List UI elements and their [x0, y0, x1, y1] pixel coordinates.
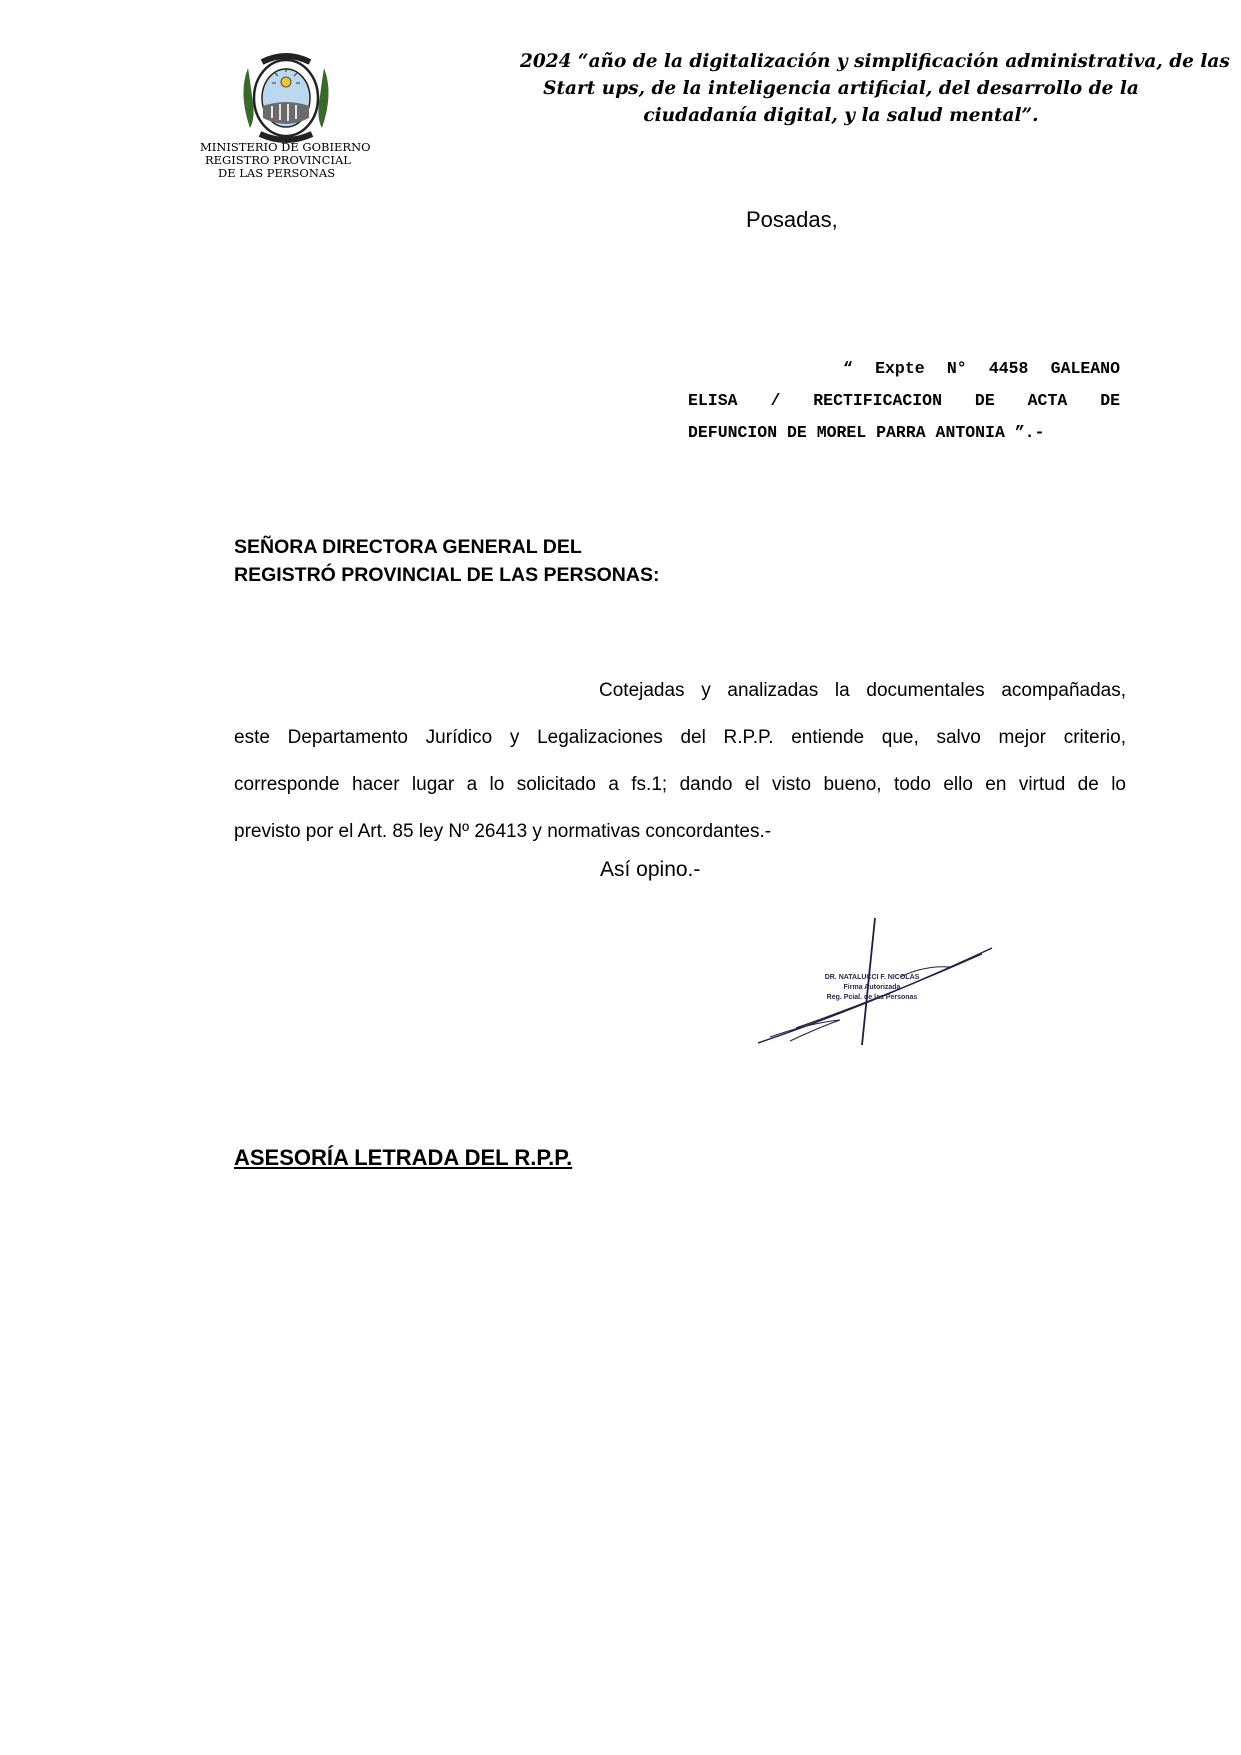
ministry-line: DE LAS PERSONAS: [218, 166, 336, 180]
body-line: corresponde hacer lugar a lo solicitado a fs.1; dando el visto bueno, todo ello en virtud de lo: [234, 774, 1126, 795]
body-paragraph: [234, 667, 1126, 855]
stamp-line: DR. NATALUCCI F. NICOLAS: [824, 974, 920, 981]
ministry-line: MINISTERIO DE GOBIERNO: [200, 140, 371, 154]
closing-statement: Así opino.-: [600, 858, 701, 881]
motto-line: ciudadanía digital, y la salud mental”.: [643, 105, 1039, 126]
reference-line: ELISA / RECTIFICACION DE ACTA DE: [688, 391, 1120, 410]
provincial-seal-logo: [236, 48, 336, 144]
legal-advisory-title: ASESORÍA LETRADA DEL R.P.P.: [234, 1145, 573, 1170]
motto-line: Start ups, de la inteligencia artificial, del desarrollo de la: [543, 78, 1139, 99]
signature-stamp: [812, 973, 932, 1003]
stamp-line: Firma Autorizada: [843, 984, 901, 991]
ministry-line: REGISTRO PROVINCIAL: [205, 153, 351, 167]
stamp-line: Reg. Pcial. de las Personas: [826, 994, 918, 1001]
body-line: previsto por el Art. 85 ley Nº 26413 y normativas concordantes.-: [234, 821, 772, 842]
reference-line: “ Expte N° 4458 GALEANO: [843, 359, 1120, 378]
ministry-block: [200, 141, 400, 180]
addressee-line: SEÑORA DIRECTORA GENERAL DEL: [234, 536, 582, 558]
body-line: este Departamento Jurídico y Legalizaciones del R.P.P. entiende que, salvo mejor criterio,: [234, 727, 1126, 748]
case-reference: [688, 353, 1120, 449]
addressee-line: REGISTRÓ PROVINCIAL DE LAS PERSONAS:: [234, 564, 660, 586]
motto-line: 2024 “año de la digitalización y simplificación administrativa, de las: [520, 51, 1230, 72]
reference-line: DEFUNCION DE MOREL PARRA ANTONIA ”.-: [688, 423, 1045, 442]
year-motto: [520, 48, 1230, 129]
addressee: [234, 533, 659, 589]
body-line: Cotejadas y analizadas la documentales acompañadas,: [599, 680, 1126, 701]
city-date-line: Posadas,: [746, 207, 838, 232]
